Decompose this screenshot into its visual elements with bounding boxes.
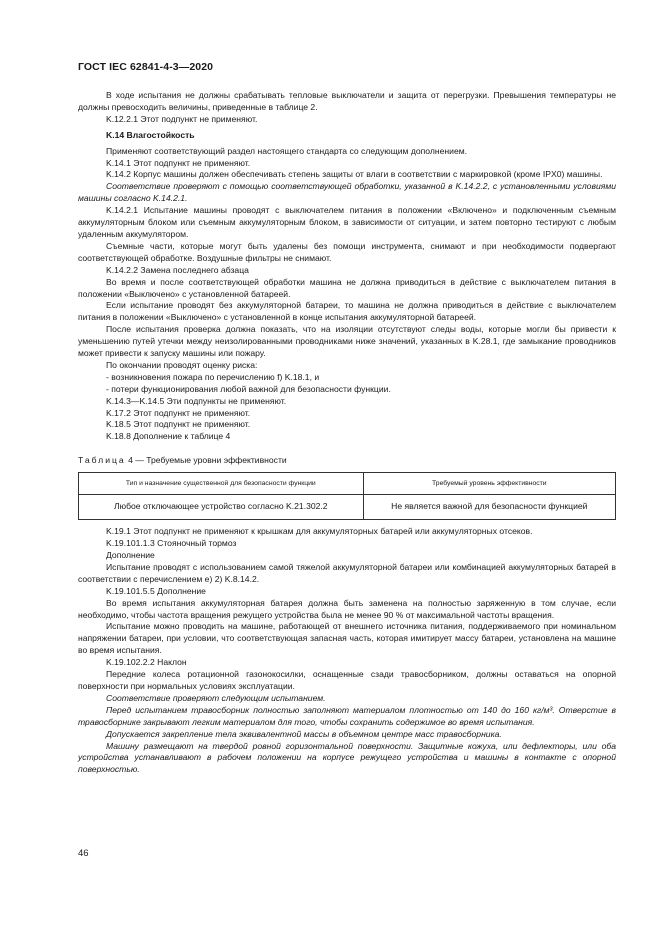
paragraph: K.14.1 Этот подпункт не применяют. <box>106 157 251 168</box>
requirements-table <box>78 472 616 520</box>
paragraph: K.19.101.5.5 Дополнение <box>106 585 206 596</box>
document-body <box>78 90 616 776</box>
table-cell: Любое отключающее устройство согласно K.21.302.2 <box>79 495 364 520</box>
paragraph: K.19.1 Этот подпункт не применяют к крышкам для аккумуляторных батарей или аккумуляторных отсеков. <box>106 526 533 537</box>
paragraph-italic: Соответствие проверяют следующим испытанием. <box>106 692 326 703</box>
paragraph-italic: Допускается закрепление тела эквивалентной массы в объемном центре масс травосборника. <box>106 728 502 739</box>
paragraph: Съемные части, которые могут быть удалены без помощи инструмента, снимают и при необходимости подвергают соответствующей обработке. Воздушные фильтры не снимают. <box>78 240 616 263</box>
list-item: - потери функционирования любой важной для безопасности функции. <box>106 383 391 394</box>
paragraph: Испытание проводят с использованием самой тяжелой аккумуляторной батареи или комбинацией аккумуляторных батарей в соответствии с перечислением е) 2) K.8.14.2. <box>78 561 616 584</box>
paragraph: K.18.8 Дополнение к таблице 4 <box>106 431 231 442</box>
table-cell: Не является важной для безопасности функцией <box>363 495 615 520</box>
paragraph-italic: Машину размещают на твердой ровной горизонтальной поверхности. Защитные кожуха, или дефлекторы, или оба устройства устанавливают в рабочем положении на корпусе режущего устройства и машины в контакте с опорной поверхностью. <box>78 740 616 775</box>
paragraph: K.14.3—K.14.5 Эти подпункты не применяют. <box>106 395 287 406</box>
list-item: - возникновения пожара по перечислению f) K.18.1, и <box>106 371 320 382</box>
table-row <box>79 495 616 520</box>
paragraph: K.19.102.2.2 Наклон <box>106 657 187 668</box>
paragraph: K.14.2 Корпус машины должен обеспечивать степень защиты от влаги в соответствии с маркировкой (кроме IPX0) машины. <box>106 169 603 180</box>
page-number: 46 <box>78 848 89 859</box>
paragraph: Во время испытания аккумуляторная батарея должна быть заменена на полностью заряженную в том случае, если необходимо, чтобы частота вращения режущего устройства была не менее 90 % от максимальной частоты вращения. <box>78 597 616 620</box>
paragraph: K.12.2.1 Этот подпункт не применяют. <box>106 113 258 124</box>
table-header-cell: Тип и назначение существенной для безопасности функции <box>79 473 364 495</box>
paragraph: Передние колеса ротационной газонокосилки, оснащенные сзади травосборником, должны оставаться на опорной поверхности при нормальных условиях эксплуатации. <box>78 669 616 691</box>
paragraph: K.14.2.1 Испытание машины проводят с выключателем питания в положении «Включено» и подключенным съемным аккумуляторным блоком или съемным аккумуляторным блоком, в зависимости от ситуации, и затем повторно тестируют с любым удаленным аккумулятором. <box>78 205 616 239</box>
paragraph: Испытание можно проводить на машине, работающей от внешнего источника питания, поддерживаемого при номинальном напряжении батареи, при условии, что соответствующая запасная часть, которая имитирует массу батареи, установлена на машине во время испытания. <box>78 621 616 656</box>
paragraph: K.18.5 Этот подпункт не применяют. <box>106 419 251 430</box>
paragraph: K.17.2 Этот подпункт не применяют. <box>106 407 251 418</box>
paragraph: По окончании проводят оценку риска: <box>106 359 258 370</box>
paragraph: В ходе испытания не должны срабатывать тепловые выключатели и защита от перегрузки. Превышения температуры не должны превосходить величины, приведенные в таблице 2. <box>78 90 616 112</box>
paragraph-italic: Перед испытанием травосборник полностью заполняют материалом плотностью от 140 до 160 кг/м³. Отверстие в травосборнике закрывают легким материалом для того, чтобы сохранить содержимое во время испытания. <box>78 704 616 727</box>
section-heading: K.14 Влагостойкость <box>106 129 195 140</box>
table-caption <box>78 455 616 467</box>
paragraph-italic: Соответствие проверяют с помощью соответствующей обработки, указанной в K.14.2.2, с установленными условиями машины согласно K.14.2.1. <box>78 181 616 204</box>
paragraph: K.19.101.1.3 Стояночный тормоз <box>106 538 237 549</box>
table-caption-prefix: Таблица <box>78 455 126 466</box>
paragraph: Во время и после соответствующей обработки машина не должна приводиться в действие с выключателем питания в положении «Выключено» с установленной батареей. <box>78 276 616 299</box>
paragraph: Дополнение <box>106 550 155 560</box>
paragraph: Применяют соответствующий раздел настоящего стандарта со следующим дополнением. <box>106 145 468 156</box>
table-header-row <box>79 473 616 495</box>
table-header-cell: Требуемый уровень эффективности <box>363 473 615 495</box>
table-caption-title: 4 — Требуемые уровни эффективности <box>128 455 287 466</box>
paragraph: K.14.2.2 Замена последнего абзаца <box>106 264 249 275</box>
paragraph: После испытания проверка должна показать, что на изоляции отсутствуют следы воды, которые могли бы привести к уменьшению путей утечки между неизолированными проводниками ниже значений, указанных в K.28.1, где замыкание проводников может привести к запуску машины или пожару. <box>78 324 616 359</box>
paragraph: Если испытание проводят без аккумуляторной батареи, то машина не должна приводиться в действие с выключателем питания в положении «Выключено» с установленной в конце испытания аккумуляторной батареей. <box>78 300 616 323</box>
document-header: ГОСТ IEC 62841-4-3—2020 <box>78 61 214 73</box>
